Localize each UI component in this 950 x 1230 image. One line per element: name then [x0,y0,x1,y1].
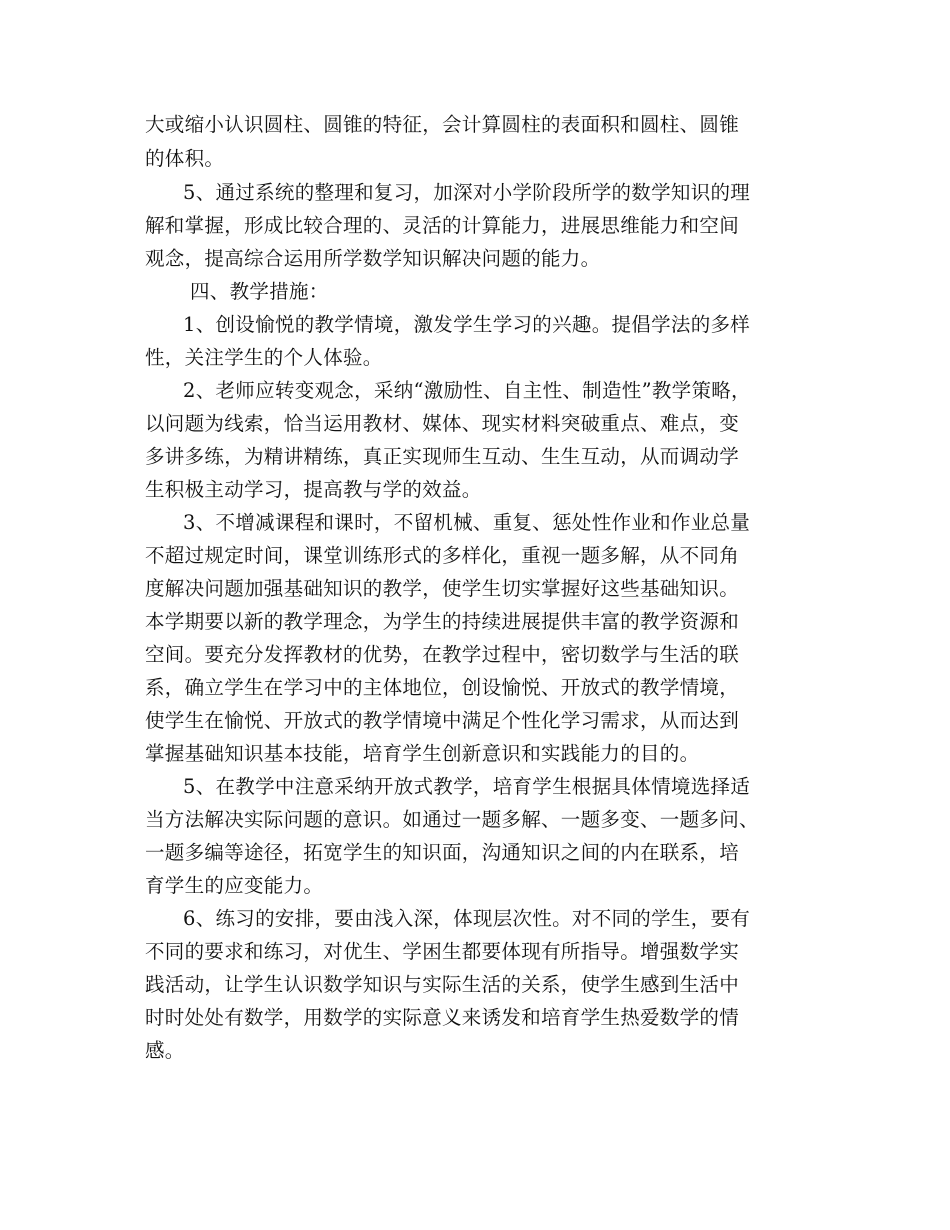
text-line: 不超过规定时间，课堂训练形式的多样化，重视一题多解，从不同角 [145,544,740,567]
text-line: 育学生的应变能力。 [145,874,324,897]
section-heading: 四、教学措施： [190,280,329,303]
text-line: 5、通过系统的整理和复习，加深对小学阶段所学的数学知识的理 [183,181,751,204]
text-line: 6、练习的安排，要由浅入深，体现层次性。对不同的学生，要有 [183,907,751,930]
text-line: 多讲多练，为精讲精练，真正实现师生互动、生生互动，从而调动学 [145,445,740,468]
text-line: 3、不增减课程和课时，不留机械、重复、惩处性作业和作业总量 [183,511,751,534]
text-line: 性，关注学生的个人体验。 [145,346,383,369]
text-line: 观念，提高综合运用所学数学知识解决问题的能力。 [145,247,601,270]
text-line: 时时处处有数学，用数学的实际意义来诱发和培育学生热爱数学的情 [145,1006,740,1029]
text-line: 以问题为线索，恰当运用教材、媒体、现实材料突破重点、难点，变 [145,412,740,435]
text-line: 使学生在愉悦、开放式的教学情境中满足个性化学习需求，从而达到 [145,709,740,732]
text-line: 1、创设愉悦的教学情境，激发学生学习的兴趣。提倡学法的多样 [183,313,751,336]
text-line: 解和掌握，形成比较合理的、灵活的计算能力，进展思维能力和空间 [145,214,740,237]
text-line: 当方法解决实际问题的意识。如通过一题多解、一题多变、一题多问、 [145,808,759,831]
text-line: 的体积。 [145,147,225,170]
text-line: 大或缩小认识圆柱、圆锥的特征，会计算圆柱的表面积和圆柱、圆锥 [145,113,740,136]
text-line: 5、在教学中注意采纳开放式教学，培育学生根据具体情境选择适 [183,775,751,798]
text-line: 度解决问题加强基础知识的教学，使学生切实掌握好这些基础知识。 [145,577,740,600]
text-line: 践活动，让学生认识数学知识与实际生活的关系，使学生感到生活中 [145,973,740,996]
text-line: 空间。要充分发挥教材的优势，在教学过程中，密切数学与生活的联 [145,643,740,666]
text-line: 感。 [145,1039,185,1062]
text-line: 系，确立学生在学习中的主体地位，创设愉悦、开放式的教学情境， [145,676,740,699]
text-line: 生积极主动学习，提高教与学的效益。 [145,478,482,501]
text-line: 本学期要以新的教学理念，为学生的持续进展提供丰富的教学资源和 [145,610,740,633]
text-line: 一题多编等途径，拓宽学生的知识面，沟通知识之间的内在联系，培 [145,841,740,864]
text-line: 掌握基础知识基本技能，培育学生创新意识和实践能力的目的。 [145,742,700,765]
text-line: 不同的要求和练习，对优生、学困生都要体现有所指导。增强数学实 [145,940,740,963]
text-line: 2、老师应转变观念，采纳“激励性、自主性、制造性”教学策略， [183,379,751,402]
